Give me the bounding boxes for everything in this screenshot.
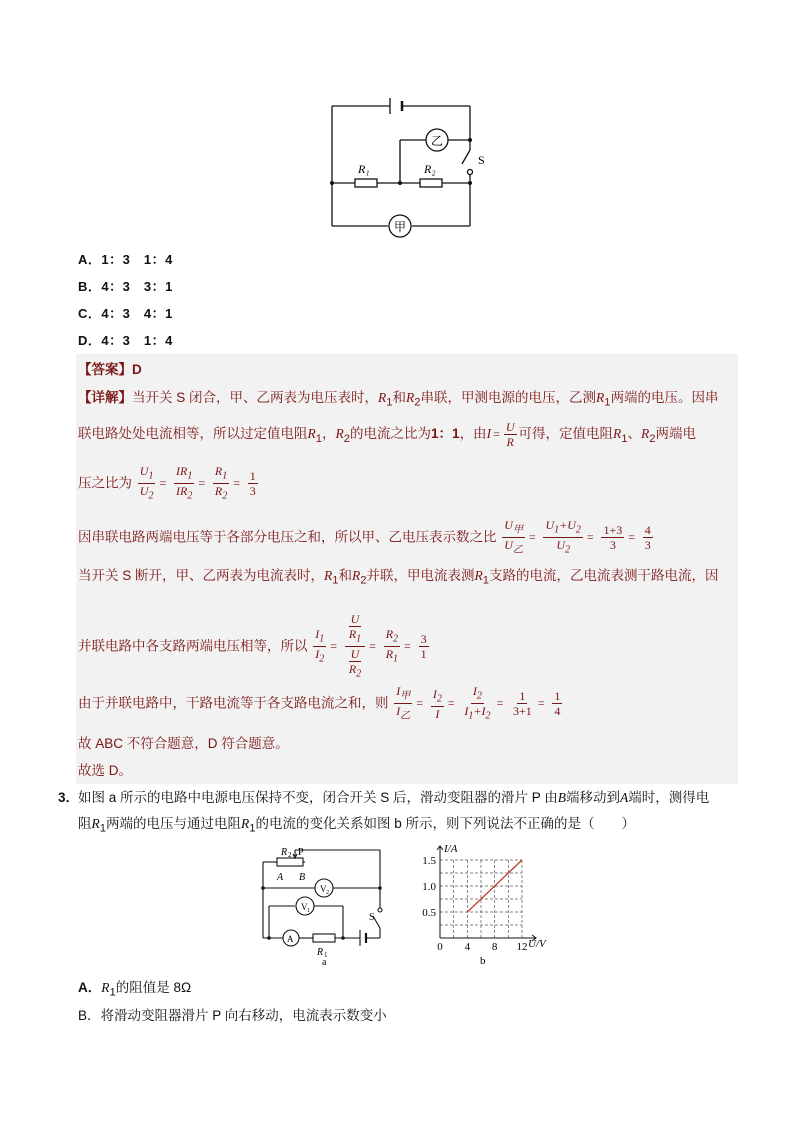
text: 端移动到 [566,790,621,805]
caption-a: a [322,957,327,968]
text: 和 [338,568,353,583]
text: 当开关 S 断开，甲、乙两表为电流表时， [78,568,325,583]
text: 联电路处处电流相等，所以过定值电阻 [78,426,308,442]
q3-option-b[interactable]: B．将滑动变阻器滑片 P 向右移动，电流表示数变小 [78,1008,387,1023]
detail-line-9: 故选 D。 [78,763,132,778]
svg-text:R: R [317,947,324,958]
text: 的电流之比为 [350,426,432,442]
detail-line-8: 故 ABC 不符合题意，D 符合题意。 [78,736,289,751]
detail-line-3: 压之比为 $\frac{U_1}{U_2}$ = $\frac{IR_1}{IR_2}$ = $\frac{R_1}{R_2}$ = $\frac{1}{3}$ [78,464,256,502]
svg-text:S: S [369,912,375,923]
x-tick-label: 8 [491,941,498,953]
text: 、 [627,426,642,442]
option-b[interactable]: B．4：3 3：1 [78,279,173,294]
svg-text:A: A [277,872,284,883]
x-axis-label: U/V [528,938,546,950]
y-axis-label: I/A [444,843,458,855]
svg-text:V: V [320,884,327,894]
option-a[interactable]: A．1：3 1：4 [78,252,173,267]
text: 可得，定值电阻 [518,426,614,442]
answer-line [78,358,142,378]
switch-label: S [478,153,485,167]
y-tick-label: 0.5 [422,907,436,919]
y-tick-label: 1.0 [422,881,436,893]
svg-text:1: 1 [307,908,310,914]
text: 阻 [78,816,92,831]
svg-text:2: 2 [288,851,292,859]
text: 压之比为 [78,475,132,491]
svg-text:2: 2 [326,890,329,896]
text: 两端电 [655,426,697,442]
detail-line-7: 由于并联电路中，干路电流等于各支路电流之和，则 $\frac{I_甲}{I_乙}$ = $\frac{I_2}{I}$ = $\frac{I_2}{I_1+I_2}$ = $\frac{1}{3+1}$ = $\frac{1}{4}$ [78,684,561,722]
svg-text:B: B [299,872,306,883]
q3-number: 3． [58,790,80,805]
text: ， [322,426,336,442]
q3-text-line-2: 阻$R_1$两端的电压与通过电阻$R_1$的电流的变化关系如图 b 所示，则下列说法不正确的是（ ） [78,816,636,835]
text: B [557,790,567,805]
option-c[interactable]: C．4：3 4：1 [78,306,173,321]
graph-b [410,840,560,968]
text: A [620,790,629,805]
lamp-yi-label: 乙 [430,134,444,148]
svg-text:V: V [301,902,308,912]
detail-line-5: 当开关 S 断开，甲、乙两表为电流表时，$R_1$和$R_2$并联，甲电流表测$R_1$支路的电流，乙电流表测干路电流，因 [78,568,719,587]
text: 的电流的变化关系如图 b 所示，则下列说法不正确的是（ ） [255,816,636,831]
q3-text-line-1 [78,786,709,806]
text: 如图 a 所示的电路中电源电压保持不变，闭合开关 S 后，滑动变阻器的滑片 P 由 [78,790,558,805]
circuit-diagram-a [255,842,395,968]
ratio: 1：1 [431,426,460,442]
text: ，由 [459,426,487,442]
detail-line-6: 并联电路中各支路两端电压相等，所以 $\frac{I_1}{I_2}$ = $\frac{\frac{U}{R_1}}{\frac{U}{R_2}}$ = $\frac{R_2}{R_1}$ = $\frac{3}{1}$ [78,612,427,680]
detail-line-2: 联电路处处电流相等，所以过定值电阻$R_1$，$R_2$的电流之比为1：1，由I = $\frac{U}{R}$ 可得，定值电阻$R_1$、$R_2$两端电 [78,420,697,449]
text: 端时，测得电 [628,790,710,805]
r1-label: R₁ [358,162,370,176]
answer-value: D [132,362,142,377]
lamp-jia-label: 甲 [393,220,407,234]
text: 并联电路中各支路两端电压相等，所以 [78,638,308,654]
option-text: 的阻值是 8Ω [115,980,192,995]
text: 因串联电路两端电压等于各部分电压之和，所以甲、乙电压表示数之比 [78,529,497,545]
svg-text:P: P [298,847,304,858]
option-label: A． [78,980,102,995]
text: 并联，甲电流表测 [366,568,475,583]
text: 当开关 S 闭合，甲、乙两表为电压表时， [132,390,379,405]
x-tick-label: 4 [464,941,471,953]
option-d[interactable]: D．4：3 1：4 [78,333,173,348]
answer-tag: 【答案】 [78,362,132,377]
x-tick-label: 12 [516,941,528,953]
detail-line-1: 【详解】当开关 S 闭合，甲、乙两表为电压表时，$R_1$和$R_2$串联，甲测电源的电压，乙测$R_1$两端的电压。因串 [78,390,719,409]
x-tick-label: 0 [437,941,443,953]
r2-label: R₂ [424,162,436,176]
text: 由于并联电路中，干路电流等于各支路电流之和，则 [78,695,389,711]
detail-tag: 【详解】 [78,390,132,405]
svg-text:R: R [281,847,288,858]
text: 两端的电压。因串 [610,390,719,405]
svg-text:A: A [287,934,294,944]
detail-line-4: 因串联电路两端电压等于各部分电压之和，所以甲、乙电压表示数之比 $\frac{U_甲}{U_乙}$ = $\frac{U_1+U_2}{U_2}$ = $\frac{1+3}{3}$ = $\frac{4}{3}$ [78,518,651,556]
text: 串联，甲测电源的电压，乙测 [420,390,597,405]
y-tick-label: 1.5 [422,855,436,867]
text: 两端的电压与通过电阻 [106,816,242,831]
text: 和 [392,390,407,405]
caption-b: b [480,955,486,967]
text: 支路的电流，乙电流表测干路电流，因 [489,568,719,583]
circuit-diagram-1 [320,92,500,242]
svg-text:1: 1 [324,951,328,959]
q3-option-a[interactable]: A．$R_1$的阻值是 8Ω [78,980,192,999]
